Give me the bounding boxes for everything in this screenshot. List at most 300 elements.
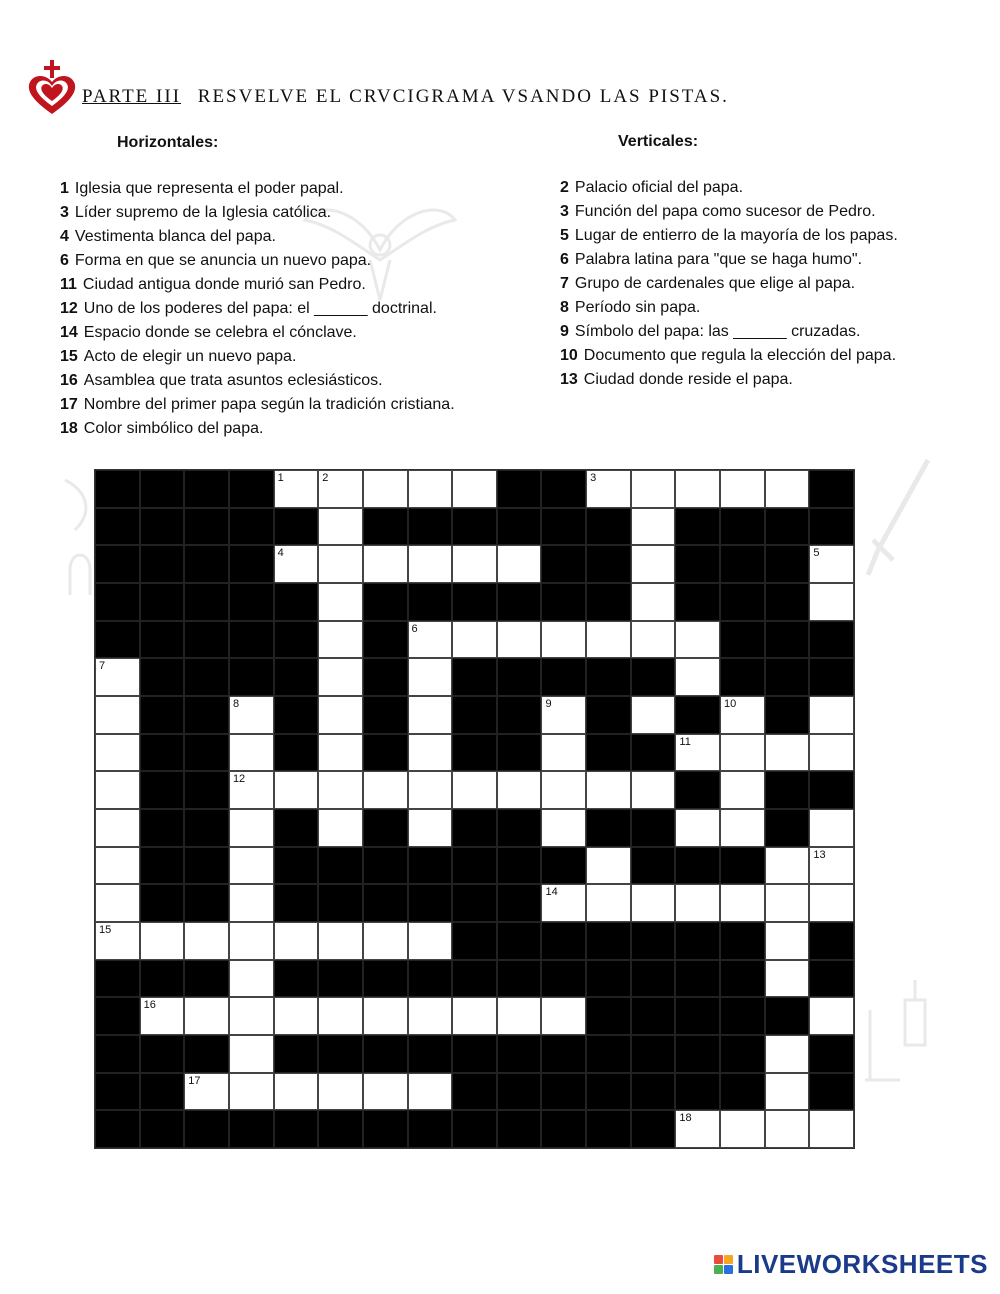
badge-square [714, 1265, 723, 1274]
crossword-block [274, 621, 319, 659]
crossword-block [631, 1073, 676, 1111]
clue-number: 2 [560, 179, 569, 196]
crossword-block [720, 960, 765, 998]
crossword-block [318, 847, 363, 885]
vertical-clue-5 [560, 224, 898, 248]
clue-number: 7 [560, 275, 569, 292]
crossword-block [363, 884, 408, 922]
crossword-cell[interactable] [229, 771, 274, 809]
crossword-cell[interactable] [631, 771, 676, 809]
crossword-cell[interactable] [184, 997, 229, 1035]
crossword-block [497, 809, 542, 847]
crossword-cell[interactable] [229, 809, 274, 847]
crossword-cell[interactable] [363, 997, 408, 1035]
crossword-cell[interactable] [631, 621, 676, 659]
crossword-cell[interactable] [675, 470, 720, 508]
crossword-cell[interactable] [631, 583, 676, 621]
clue-number: 9 [560, 323, 569, 340]
sacred-heart-logo [26, 58, 78, 118]
cell-number: 2 [322, 472, 329, 484]
clue-text: Documento que regula la elección del papa. [583, 347, 897, 364]
crossword-block [452, 1035, 497, 1073]
crossword-block [586, 922, 631, 960]
crossword-cell[interactable] [95, 658, 140, 696]
crossword-block [765, 583, 810, 621]
crossword-cell[interactable] [497, 997, 542, 1035]
crossword-block [720, 658, 765, 696]
crossword-block [586, 809, 631, 847]
crossword-block [229, 621, 274, 659]
crossword-cell[interactable] [363, 545, 408, 583]
crossword-cell[interactable] [318, 922, 363, 960]
crossword-block [363, 696, 408, 734]
crossword-block [408, 583, 453, 621]
crossword-cell[interactable] [363, 1073, 408, 1111]
crossword-block [184, 960, 229, 998]
clue-text: Espacio donde se celebra el cónclave. [83, 324, 357, 341]
clue-text: Uno de los poderes del papa: el ______ doctrinal. [83, 300, 437, 317]
badge-square [724, 1265, 733, 1274]
crossword-block [363, 734, 408, 772]
crossword-block [318, 1110, 363, 1148]
crossword-cell[interactable] [809, 884, 854, 922]
crossword-cell[interactable] [95, 696, 140, 734]
clue-number: 10 [560, 347, 578, 364]
crossword-block [274, 1110, 319, 1148]
sword-watermark [858, 450, 948, 590]
clue-number: 5 [560, 227, 569, 244]
clue-text: Iglesia que representa el poder papal. [74, 180, 344, 197]
vertical-clue-3 [560, 200, 898, 224]
crossword-block [631, 847, 676, 885]
crossword-block [363, 1035, 408, 1073]
crossword-cell[interactable] [184, 922, 229, 960]
crossword-block [95, 1110, 140, 1148]
crossword-cell[interactable] [765, 1073, 810, 1111]
cell-number: 3 [590, 472, 597, 484]
crossword-cell[interactable] [765, 884, 810, 922]
crossword-cell[interactable] [720, 1110, 765, 1148]
crossword-cell[interactable] [229, 997, 274, 1035]
cell-number: 17 [188, 1074, 201, 1087]
crossword-cell[interactable] [274, 771, 319, 809]
crossword-block [95, 621, 140, 659]
crossword-cell[interactable] [274, 997, 319, 1035]
crossword-cell[interactable] [408, 1073, 453, 1111]
crossword-cell[interactable] [497, 771, 542, 809]
crossword-block [631, 734, 676, 772]
crossword-cell[interactable] [408, 997, 453, 1035]
crossword-cell[interactable] [497, 621, 542, 659]
horizontal-clue-6 [60, 249, 455, 273]
crossword-block [274, 960, 319, 998]
crossword-block [95, 997, 140, 1035]
crossword-cell[interactable] [229, 1073, 274, 1111]
crossword-cell[interactable] [229, 884, 274, 922]
clue-number: 4 [60, 228, 69, 245]
crossword-block [765, 997, 810, 1035]
clue-text: Grupo de cardenales que elige al papa. [574, 275, 856, 292]
crossword-block [274, 847, 319, 885]
crossword-block [452, 1073, 497, 1111]
crossword-cell[interactable] [765, 470, 810, 508]
horizontal-clue-15 [60, 345, 455, 369]
crossword-cell[interactable] [586, 470, 631, 508]
crossword-cell[interactable] [318, 545, 363, 583]
crossword-cell[interactable] [720, 734, 765, 772]
vertical-clue-9 [560, 320, 898, 344]
vertical-clue-2 [560, 176, 898, 200]
crossword-block [140, 809, 185, 847]
crossword-block [586, 960, 631, 998]
crossword-block [184, 734, 229, 772]
crossword-cell[interactable] [675, 809, 720, 847]
crossword-block [274, 884, 319, 922]
crossword-cell[interactable] [586, 847, 631, 885]
crossword-block [140, 508, 185, 546]
crossword-block [363, 658, 408, 696]
crossword-cell[interactable] [631, 696, 676, 734]
crossword-block [363, 583, 408, 621]
crossword-cell[interactable] [318, 696, 363, 734]
crossword-block [541, 1110, 586, 1148]
crossword-block [541, 508, 586, 546]
crossword-cell[interactable] [809, 809, 854, 847]
crossword-block [497, 508, 542, 546]
crossword-block [675, 997, 720, 1035]
vertical-heading: Verticales: [618, 133, 699, 150]
crossword-block [363, 847, 408, 885]
crossword-cell[interactable] [675, 884, 720, 922]
crossword-block [809, 658, 854, 696]
crossword-block [809, 1073, 854, 1111]
crossword-block [229, 658, 274, 696]
crossword-cell[interactable] [541, 884, 586, 922]
crossword-cell[interactable] [497, 545, 542, 583]
crossword-block [229, 508, 274, 546]
horizontal-clue-1 [60, 177, 455, 201]
crossword-block [497, 1110, 542, 1148]
crossword-cell[interactable] [229, 847, 274, 885]
clue-number: 16 [60, 372, 78, 389]
crossword-cell[interactable] [809, 997, 854, 1035]
crossword-cell[interactable] [408, 771, 453, 809]
crossword-block [140, 658, 185, 696]
crossword-cell[interactable] [408, 545, 453, 583]
crossword-cell[interactable] [140, 922, 185, 960]
crossword-block [184, 1110, 229, 1148]
crossword-block [184, 621, 229, 659]
clue-text: Palabra latina para "que se haga humo". [574, 251, 863, 268]
clue-text: Palacio oficial del papa. [574, 179, 744, 196]
clue-text: Nombre del primer papa según la tradición cristiana. [83, 396, 455, 413]
crossword-block [675, 545, 720, 583]
horizontal-clues [60, 177, 455, 441]
crossword-block [631, 658, 676, 696]
crossword-cell[interactable] [408, 809, 453, 847]
crossword-cell[interactable] [586, 884, 631, 922]
crossword-block [229, 545, 274, 583]
crossword-block [408, 847, 453, 885]
crossword-block [720, 508, 765, 546]
crossword-cell[interactable] [720, 884, 765, 922]
crossword-cell[interactable] [452, 997, 497, 1035]
crossword-block [586, 1073, 631, 1111]
crossword-cell[interactable] [765, 1110, 810, 1148]
clue-text: Ciudad antigua donde murió san Pedro. [82, 276, 366, 293]
clue-text: Color simbólico del papa. [83, 420, 264, 437]
crossword-cell[interactable] [541, 997, 586, 1035]
badge-square [724, 1255, 733, 1264]
crossword-block [541, 583, 586, 621]
crossword-cell[interactable] [363, 922, 408, 960]
crossword-cell[interactable] [541, 771, 586, 809]
crossword-block [363, 809, 408, 847]
vertical-clue-13 [560, 368, 898, 392]
crossword-block [675, 696, 720, 734]
crossword-cell[interactable] [408, 658, 453, 696]
crossword-cell[interactable] [408, 696, 453, 734]
crossword-block [274, 809, 319, 847]
crossword-block [140, 470, 185, 508]
crossword-cell[interactable] [274, 470, 319, 508]
clue-text: Lugar de entierro de la mayoría de los papas. [574, 227, 898, 244]
crossword-block [586, 734, 631, 772]
crossword-cell[interactable] [95, 847, 140, 885]
brand-name: LIVEWORKSHEETS [736, 1249, 988, 1279]
crossword-block [497, 1035, 542, 1073]
crossword-block [765, 658, 810, 696]
crossword-block [765, 545, 810, 583]
crossword-cell[interactable] [452, 545, 497, 583]
crossword-cell[interactable] [631, 884, 676, 922]
crossword-block [318, 1035, 363, 1073]
clue-text: Asamblea que trata asuntos eclesiásticos. [83, 372, 383, 389]
crossword-cell[interactable] [675, 1110, 720, 1148]
crossword-block [229, 583, 274, 621]
crossword-cell[interactable] [95, 734, 140, 772]
crossword-block [140, 545, 185, 583]
crossword-cell[interactable] [809, 847, 854, 885]
crossword-block [675, 847, 720, 885]
crossword-cell[interactable] [631, 470, 676, 508]
crossword-block [541, 960, 586, 998]
crossword-cell[interactable] [809, 545, 854, 583]
crossword-cell[interactable] [765, 847, 810, 885]
crossword-cell[interactable] [765, 1035, 810, 1073]
crossword-cell[interactable] [452, 470, 497, 508]
crossword-cell[interactable] [318, 621, 363, 659]
crossword-block [675, 960, 720, 998]
crossword-cell[interactable] [765, 960, 810, 998]
horizontal-clue-17 [60, 393, 455, 417]
clue-text: Símbolo del papa: las ______ cruzadas. [574, 323, 861, 340]
crossword-cell[interactable] [229, 960, 274, 998]
horizontal-clue-16 [60, 369, 455, 393]
crossword-cell[interactable] [675, 621, 720, 659]
crossword-block [318, 884, 363, 922]
crossword-cell[interactable] [631, 545, 676, 583]
crossword-block [541, 470, 586, 508]
crossword-block [452, 696, 497, 734]
crossword-cell[interactable] [452, 771, 497, 809]
crossword-cell[interactable] [720, 809, 765, 847]
crossword-block [631, 960, 676, 998]
crossword-cell[interactable] [452, 621, 497, 659]
cell-number: 10 [724, 698, 737, 710]
crossword-block [452, 809, 497, 847]
crossword-cell[interactable] [318, 734, 363, 772]
clue-text: Función del papa como sucesor de Pedro. [574, 203, 876, 220]
crossword-block [363, 1110, 408, 1148]
crossword-cell[interactable] [541, 809, 586, 847]
crossword-cell[interactable] [184, 1073, 229, 1111]
crossword-block [497, 583, 542, 621]
cell-number: 8 [232, 698, 240, 710]
crossword-cell[interactable] [541, 621, 586, 659]
crossword-cell[interactable] [95, 809, 140, 847]
horizontal-clue-3 [60, 201, 455, 225]
clue-number: 11 [60, 276, 77, 293]
crossword-block [140, 696, 185, 734]
crossword-block [408, 960, 453, 998]
crossword-cell[interactable] [541, 734, 586, 772]
crossword-block [720, 583, 765, 621]
crossword-cell[interactable] [229, 734, 274, 772]
crossword-cell[interactable] [720, 696, 765, 734]
crossword-block [452, 508, 497, 546]
crossword-cell[interactable] [95, 884, 140, 922]
crossword-cell[interactable] [720, 470, 765, 508]
horizontal-clue-18 [60, 417, 455, 441]
crossword-block [140, 621, 185, 659]
crossword-block [274, 696, 319, 734]
crossword-block [184, 583, 229, 621]
crossword-block [229, 470, 274, 508]
clue-number: 15 [60, 348, 78, 365]
liveworksheets-icon [714, 1255, 733, 1274]
crossword-block [497, 884, 542, 922]
crossword-block [631, 1035, 676, 1073]
crossword-cell[interactable] [318, 508, 363, 546]
cell-number: 16 [143, 999, 156, 1012]
crossword-block [497, 470, 542, 508]
crossword-block [497, 658, 542, 696]
crossword-cell[interactable] [809, 734, 854, 772]
crossword-cell[interactable] [318, 583, 363, 621]
clue-text: Acto de elegir un nuevo papa. [83, 348, 297, 365]
crossword-block [497, 734, 542, 772]
horizontal-clue-4 [60, 225, 455, 249]
crossword-cell[interactable] [363, 771, 408, 809]
crossword-cell[interactable] [363, 470, 408, 508]
crossword-cell[interactable] [274, 1073, 319, 1111]
crossword-cell[interactable] [765, 734, 810, 772]
clue-number: 6 [60, 252, 69, 269]
crossword-block [720, 997, 765, 1035]
crossword-block [765, 696, 810, 734]
horizontal-clue-12 [60, 297, 455, 321]
crossword-cell[interactable] [318, 658, 363, 696]
vertical-clue-8 [560, 296, 898, 320]
crossword-block [452, 658, 497, 696]
crossword-cell[interactable] [318, 809, 363, 847]
crossword-cell[interactable] [318, 1073, 363, 1111]
crossword-block [452, 922, 497, 960]
crossword-block [631, 997, 676, 1035]
crossword-cell[interactable] [408, 734, 453, 772]
clue-number: 3 [60, 204, 69, 221]
crossword-block [184, 884, 229, 922]
crossword-cell[interactable] [809, 583, 854, 621]
clue-number: 17 [60, 396, 78, 413]
cell-number: 14 [545, 886, 558, 899]
cell-number: 11 [679, 735, 691, 748]
crossword-cell[interactable] [408, 922, 453, 960]
crossword-block [184, 508, 229, 546]
crossword-block [675, 922, 720, 960]
crossword-cell[interactable] [95, 771, 140, 809]
crossword-block [765, 809, 810, 847]
vertical-clue-6 [560, 248, 898, 272]
crossword-cell[interactable] [408, 621, 453, 659]
clue-number: 8 [560, 299, 569, 316]
clue-text: Período sin papa. [574, 299, 701, 316]
crossword-cell[interactable] [229, 1035, 274, 1073]
crossword-cell[interactable] [720, 771, 765, 809]
crossword-cell[interactable] [809, 696, 854, 734]
crossword-block [720, 621, 765, 659]
crossword-block [184, 696, 229, 734]
crossword-cell[interactable] [408, 470, 453, 508]
crossword-block [497, 696, 542, 734]
crossword-cell[interactable] [675, 658, 720, 696]
crossword-cell[interactable] [318, 771, 363, 809]
crossword-cell[interactable] [586, 771, 631, 809]
crossword-cell[interactable] [809, 1110, 854, 1148]
crossword-cell[interactable] [586, 621, 631, 659]
crossword-cell[interactable] [95, 922, 140, 960]
crossword-block [765, 508, 810, 546]
crossword-cell[interactable] [631, 508, 676, 546]
clue-number: 6 [560, 251, 569, 268]
crossword-block [541, 1035, 586, 1073]
cell-number: 18 [679, 1112, 692, 1125]
crossword-cell[interactable] [541, 696, 586, 734]
crossword-block [497, 922, 542, 960]
crossword-block [541, 922, 586, 960]
crossword-cell[interactable] [318, 997, 363, 1035]
crossword-cell[interactable] [229, 922, 274, 960]
crossword-block [140, 583, 185, 621]
crossword-cell[interactable] [765, 922, 810, 960]
crossword-cell[interactable] [140, 997, 185, 1035]
crossword-block [586, 1110, 631, 1148]
crossword-grid [94, 469, 855, 1149]
crossword-block [140, 771, 185, 809]
crossword-cell[interactable] [229, 696, 274, 734]
crossword-block [95, 1073, 140, 1111]
cell-number: 12 [232, 773, 246, 786]
badge-square [714, 1255, 723, 1264]
crossword-block [184, 847, 229, 885]
crossword-cell[interactable] [274, 922, 319, 960]
crossword-cell[interactable] [274, 545, 319, 583]
crossword-cell[interactable] [318, 470, 363, 508]
crossword-cell[interactable] [675, 734, 720, 772]
crossword-block [363, 960, 408, 998]
crossword-block [675, 508, 720, 546]
